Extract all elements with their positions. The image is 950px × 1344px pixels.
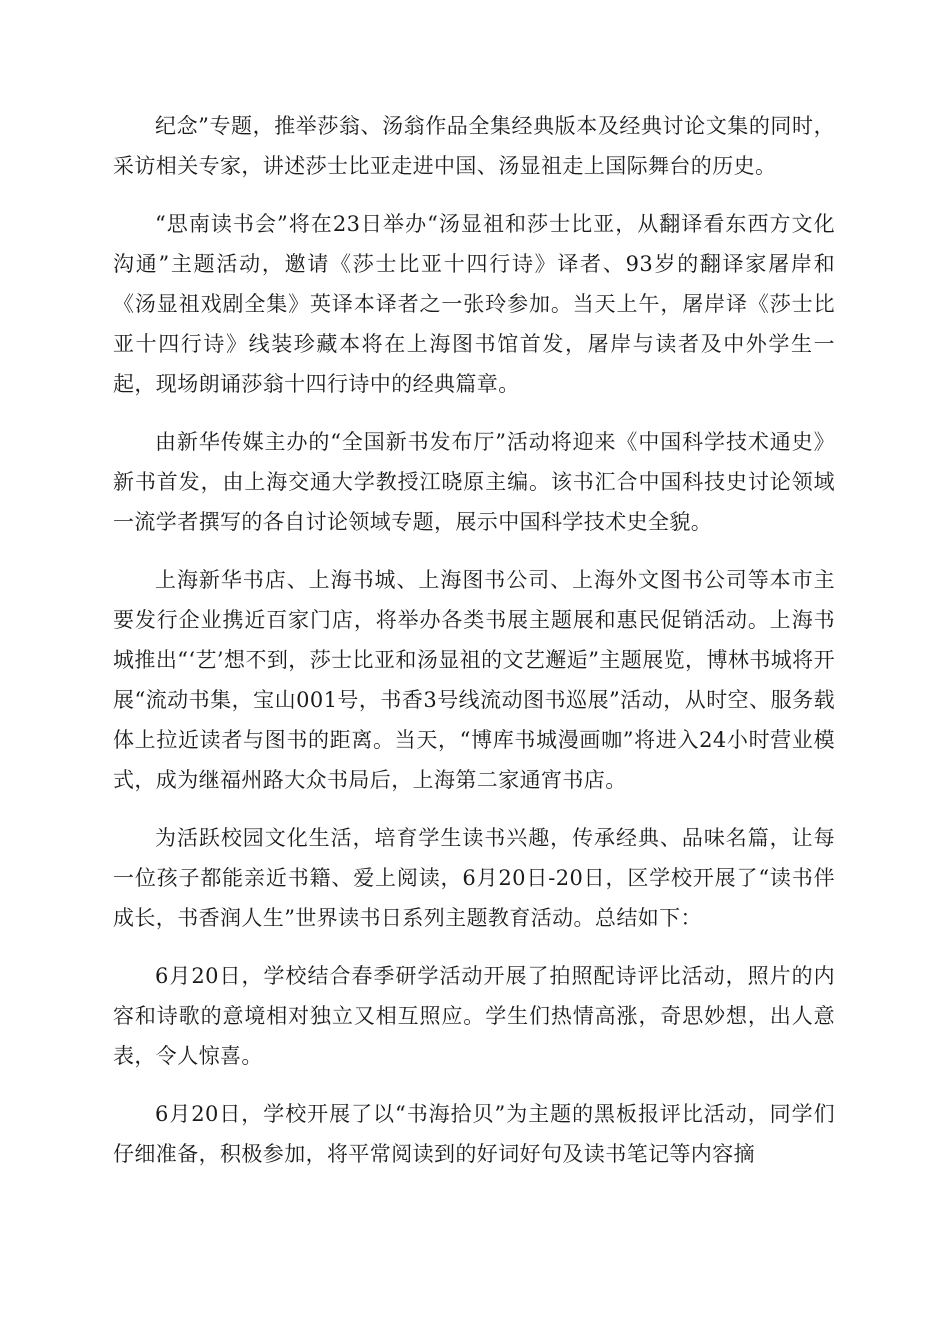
- paragraph-3: 由新华传媒主办的“全国新书发布厅”活动将迎来《中国科学技术通史》新书首发，由上海交通大学教授江晓原主编。该书汇合中国科技史讨论领域一流学者撰写的各自讨论领域专题，展示中国科学技术史全貌。: [113, 430, 835, 534]
- paragraph-1: 纪念”专题，推举莎翁、汤翁作品全集经典版本及经典讨论文集的同时，采访相关专家，讲述莎士比亚走进中国、汤显祖走上国际舞台的历史。: [113, 114, 835, 178]
- paragraph-2: “思南读书会”将在23日举办“汤显祖和莎士比亚，从翻译看东西方文化沟通”主题活动，邀请《莎士比亚十四行诗》译者、93岁的翻译家屠岸和《汤显祖戏剧全集》英译本译者之一张玲参加。当天上午，屠岸译《莎士比亚十四行诗》线装珍藏本将在上海图书馆首发，屠岸与读者及中外学生一起，现场朗诵莎翁十四行诗中的经典篇章。: [113, 212, 835, 396]
- paragraph-7: 6月20日，学校开展了以“书海拾贝”为主题的黑板报评比活动，同学们仔细准备，积极参加，将平常阅读到的好词好句及读书笔记等内容摘: [113, 1102, 835, 1166]
- paragraph-6: 6月20日，学校结合春季研学活动开展了拍照配诗评比活动，照片的内容和诗歌的意境相对独立又相互照应。学生们热情高涨，奇思妙想，出人意表，令人惊喜。: [113, 964, 835, 1068]
- document-body: [113, 106, 835, 1192]
- paragraph-5: 为活跃校园文化生活，培育学生读书兴趣，传承经典、品味名篇，让每一位孩子都能亲近书籍、爱上阅读，6月20日-20日，区学校开展了“读书伴成长，书香润人生”世界读书日系列主题教育活动。总结如下：: [113, 826, 835, 930]
- paragraph-4: 上海新华书店、上海书城、上海图书公司、上海外文图书公司等本市主要发行企业携近百家门店，将举办各类书展主题展和惠民促销活动。上海书城推出“‘艺’想不到，莎士比亚和汤显祖的文艺邂逅”主题展览，博林书城将开展“流动书集，宝山001号，书香3号线流动图书巡展”活动，从时空、服务载体上拉近读者与图书的距离。当天，“博库书城漫画咖”将进入24小时营业模式，成为继福州路大众书局后，上海第二家通宵书店。: [113, 568, 835, 792]
